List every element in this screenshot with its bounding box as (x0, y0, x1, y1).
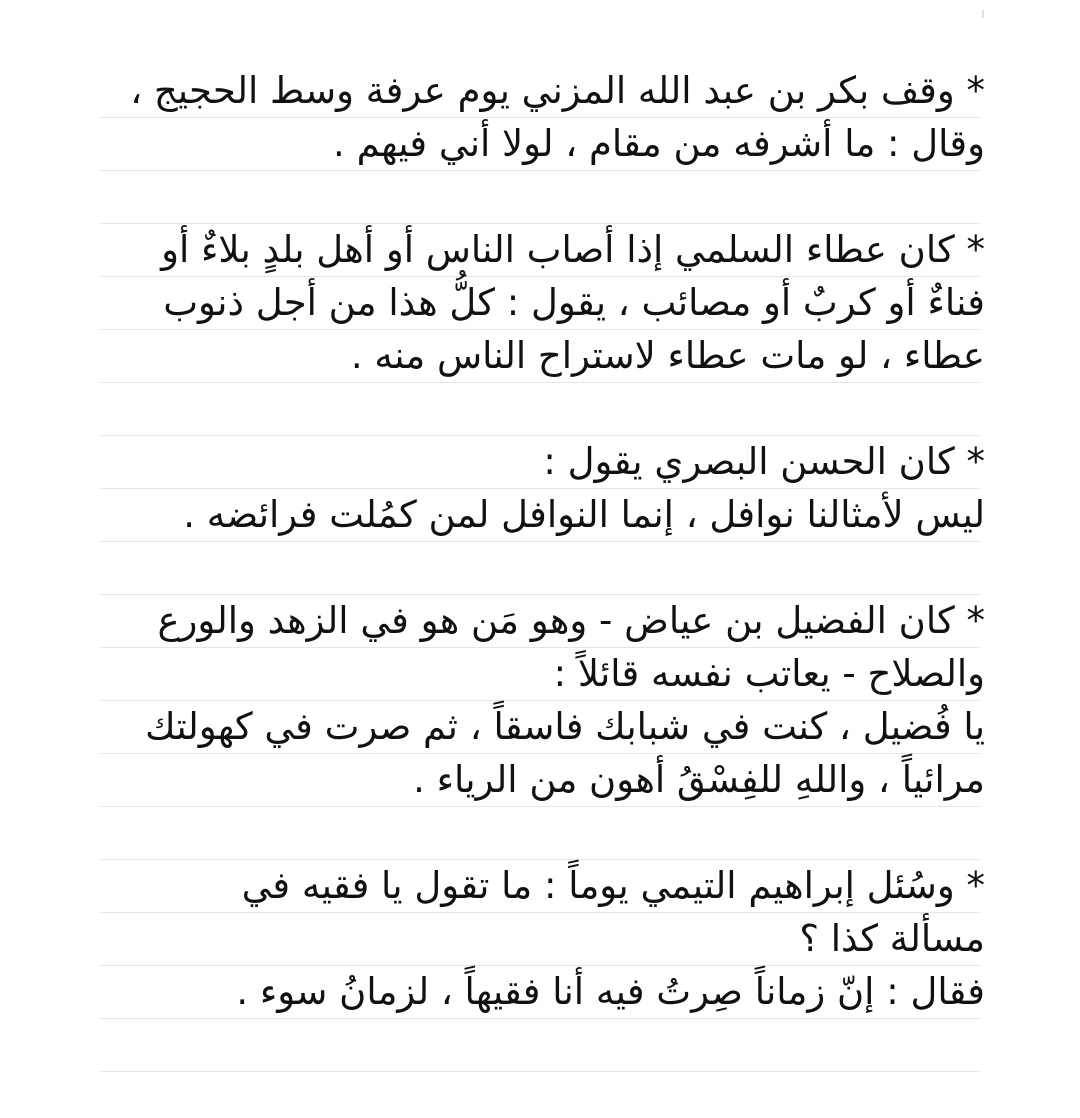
text-line: * كان الفضيل بن عياض - وهو مَن هو في الزهد والورع (157, 599, 985, 642)
paragraph-hasan-al-basri (100, 435, 985, 541)
text-line: مسألة كذا ؟ (799, 917, 985, 960)
note-body[interactable] (100, 64, 985, 1071)
text-line: فقال : إنّ زماناً صِرتُ فيه أنا فقيهاً ، لزمانُ سوء . (236, 970, 985, 1013)
text-line: والصلاح - يعاتب نفسه قائلاً : (553, 652, 985, 695)
text-line: * كان الحسن البصري يقول : (543, 440, 985, 483)
text-line: ليس لأمثالنا نوافل ، إنما النوافل لمن كمُلت فرائضه . (183, 493, 985, 536)
text-line: مرائياً ، واللهِ للفِسْقُ أهون من الرياء . (413, 758, 985, 801)
paragraph-bakr-al-muzani (100, 64, 985, 170)
text-line: يا فُضيل ، كنت في شبابك فاسقاً ، ثم صرت في كهولتك (145, 705, 985, 748)
scroll-indicator (982, 10, 984, 18)
text-line: وقال : ما أشرفه من مقام ، لولا أني فيهم . (333, 122, 985, 165)
text-line: عطاء ، لو مات عطاء لاستراح الناس منه . (350, 334, 985, 377)
text-line: * وسُئل إبراهيم التيمي يوماً : ما تقول يا فقيه في (241, 864, 985, 907)
ruled-line (100, 1071, 980, 1072)
text-line: * كان عطاء السلمي إذا أصاب الناس أو أهل بلدٍ بلاءٌ أو (161, 228, 985, 271)
text-line: * وقف بكر بن عبد الله المزني يوم عرفة وسط الحجيج ، (130, 69, 985, 112)
paragraph-ata-al-sulami (100, 223, 985, 382)
text-line: فناءٌ أو كربٌ أو مصائب ، يقول : كلُّ هذا من أجل ذنوب (163, 281, 985, 324)
paragraph-ibrahim-al-taymi (100, 859, 985, 1018)
paragraph-fudayl-ibn-iyad (100, 594, 985, 806)
